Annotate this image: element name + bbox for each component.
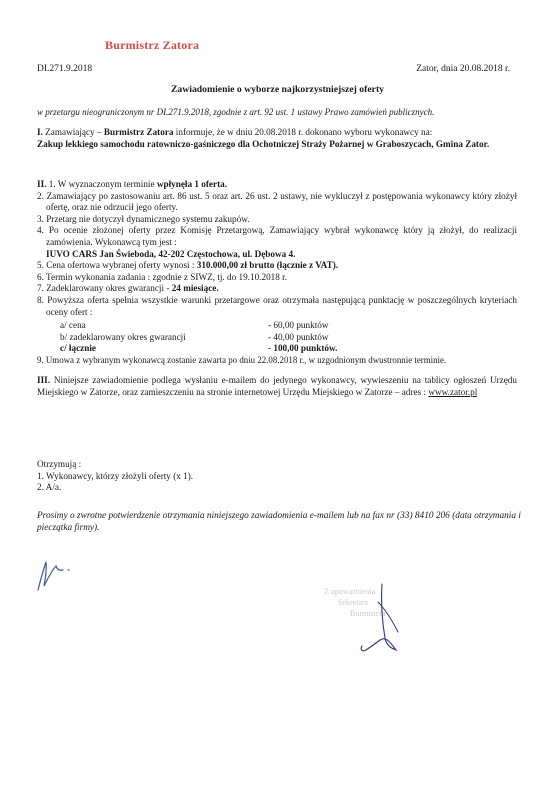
- closing-request: Prosimy o zwrotne potwierdzenie otrzymania niniejszego zawiadomienia e-mailem lub na fax nr (33) 8410 206 (data otrzymania i pieczątka firmy).: [37, 511, 521, 533]
- score-label: c/ łącznie: [60, 343, 96, 354]
- section-2-item-5: 5. Cena ofertowa wybranej oferty wynosi :: [37, 260, 197, 271]
- stamp-signature: [352, 580, 412, 655]
- warranty-period: 24 miesiące.: [171, 283, 219, 294]
- stamp-line: Burmistrza: [350, 609, 386, 618]
- section-2-item-8: 8. Powyższa oferta spełnia wszystkie warunki przetargowe oraz otrzymała następującą punktację w poszczególnych kryteriach oceny ofert :: [37, 294, 517, 317]
- section-2-item-1: 1. W wyznaczonym terminie: [46, 179, 157, 189]
- section-1-subject: Zakup lekkiego samochodu ratowniczo-gaśniczego dla Ochotniczej Straży Pożarnej w Graboszycach, Gmina Zator.: [37, 138, 490, 149]
- handwritten-signature: [30, 556, 80, 596]
- section-2-item-9-wrap: [37, 355, 527, 367]
- offer-price: 310.000,00 zł brutto (łącznie z VAT).: [196, 260, 339, 271]
- score-value: - 40,00 punktów: [268, 331, 329, 342]
- section-2-item-2: 2. Zamawiający po zastosowaniu art. 86 ust. 5 oraz art. 26 ust. 2 ustawy, nie wykluczył z postępowania wykonawcy który złożył ofertę, oraz nie odrzucił jego oferty.: [37, 190, 517, 213]
- section-2-item-3: 3. Przetarg nie dotyczył dynamicznego systemu zakupów.: [37, 213, 250, 224]
- score-row-total: [60, 343, 337, 355]
- recipient-item: 1. Wykonawcy, którzy złożyli oferty (x 1).: [37, 470, 194, 481]
- section-2: [37, 179, 517, 318]
- recipients: [37, 459, 517, 494]
- recipients-heading: Otrzymują :: [37, 459, 82, 469]
- stamp-line: Sekretarz: [338, 598, 369, 607]
- document-title: Zawiadomienie o wyborze najkorzystniejszej oferty: [170, 84, 385, 95]
- section-2-item-1-bold: wpłynęła 1 oferta.: [156, 179, 228, 189]
- scoring-table: [60, 320, 337, 355]
- recipient-item: 2. A/a.: [37, 482, 62, 493]
- contractor-name: IUVO CARS Jan Świeboda, 42-202 Częstochowa, ul. Dębowa 4.: [46, 248, 296, 259]
- section-3-number: III.: [37, 375, 51, 385]
- section-3-text: Niniejsze zawiadomienie podlega wysłaniu e-mailem do jedynego wykonawcy, wywieszeniu na tablicy ogłoszeń Urzędu Miejskiego w Zatorze, oraz zamieszczeniu na stronie internetowej Urzędu Miejskiego w Zatorze – adres :: [37, 375, 517, 397]
- section-1-text-a: Zamawiający –: [45, 127, 104, 137]
- reference-number: DI.271.9.2018: [37, 64, 93, 74]
- document-subtitle: w przetargu nieograniczonym nr DI.271.9.2018, zgodnie z art. 92 ust. 1 ustawy Prawo zamówień publicznych.: [37, 107, 435, 117]
- section-2-item-7: 7. Zadeklarowany okres gwarancji -: [37, 283, 172, 294]
- website-link[interactable]: www.zator.pl: [428, 386, 478, 397]
- section-1-orderer: Burmistrz Zatora: [103, 127, 174, 137]
- score-row: [60, 320, 337, 332]
- section-2-item-9: 9. Umowa z wybranym wykonawcą zostanie zawarta po dniu 22.08.2018 r., w uzgodnionym dwustronnie terminie.: [37, 355, 447, 365]
- score-value: - 60,00 punktów: [268, 320, 329, 330]
- section-1: [37, 127, 517, 150]
- section-2-item-6: 6. Termin wykonania zadania : zgodnie z SIWZ, tj. do 19.10.2018 r.: [37, 271, 287, 282]
- section-1-number: I.: [37, 127, 43, 137]
- score-label: a/ cena: [60, 320, 86, 330]
- section-3: [37, 375, 517, 398]
- header-stamp: Burmistrz Zatora: [105, 38, 200, 52]
- section-2-item-4: 4. Po ocenie złożonej oferty przez Komisję Przetargową, Zamawiający wybrał wykonawcę który ją złożył, do realizacji zamówienia. Wykonawcą tym jest :: [37, 225, 517, 247]
- section-2-number: II.: [37, 179, 47, 189]
- score-label: b/ zadeklarowany okres gwarancji: [60, 331, 186, 342]
- stamp-line: Z upoważnienia: [324, 587, 376, 596]
- score-value: - 100,00 punktów.: [268, 343, 338, 354]
- score-row: [60, 332, 337, 344]
- section-1-text-b: informuje, że w dniu 20.08.2018 r. dokonano wyboru wykonawcy na:: [173, 127, 433, 137]
- place-date: Zator, dnia 20.08.2018 r.: [416, 64, 510, 74]
